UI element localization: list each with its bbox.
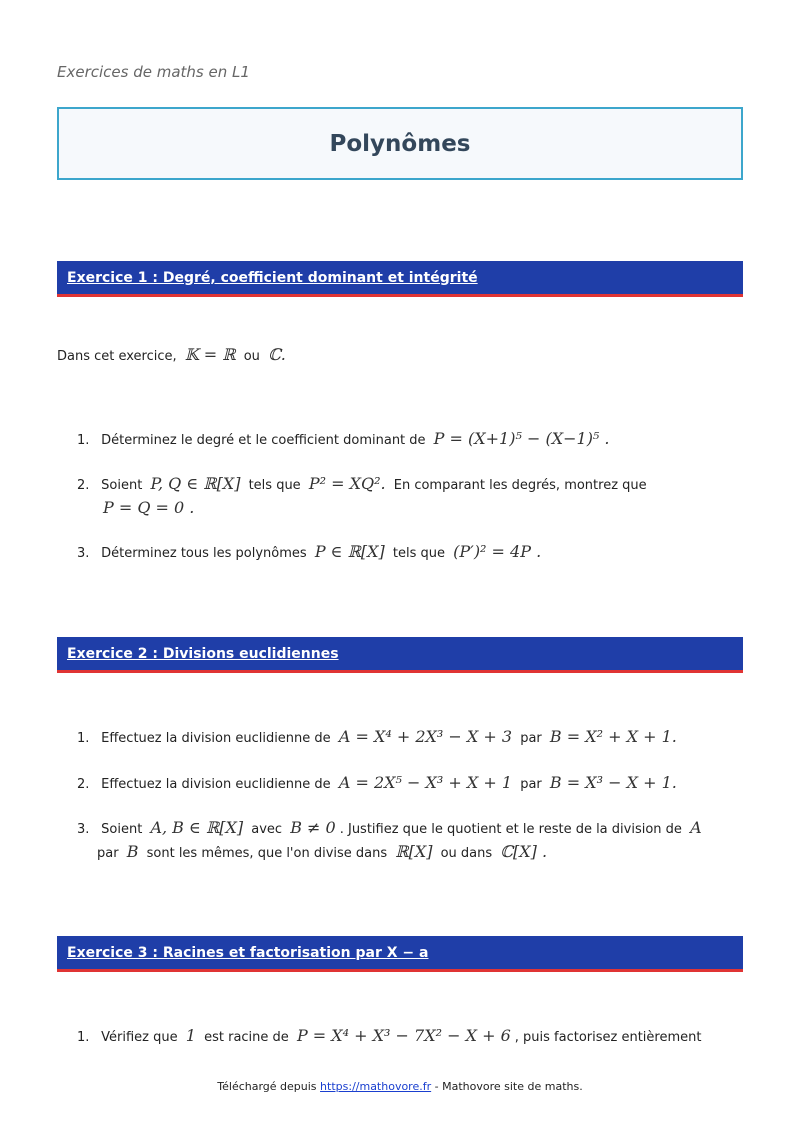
question-text: par — [520, 731, 542, 746]
exercise-1-question-1 — [77, 428, 747, 452]
question-text: Déterminez le degré et le coefficient dominant de — [101, 433, 426, 448]
question-text: . Justifiez que le quotient et le reste de la division de — [339, 822, 682, 837]
question-math: A, B ∈ ℝ[X] — [150, 818, 244, 837]
question-math: ℂ[X] . — [500, 842, 548, 861]
intro-text: Dans cet exercice, — [57, 349, 177, 364]
question-text: , puis factorisez entièrement — [514, 1030, 702, 1045]
question-number: 1. — [77, 1030, 90, 1045]
question-text: Déterminez tous les polynômes — [101, 546, 307, 561]
exercise-1-question-3 — [77, 541, 747, 565]
question-math: (P′)² = 4P . — [453, 542, 542, 561]
question-number: 2. — [77, 777, 90, 792]
question-number: 2. — [77, 478, 90, 493]
question-math: P = (X+1)⁵ − (X−1)⁵ . — [433, 429, 610, 448]
question-text: Effectuez la division euclidienne de — [101, 777, 331, 792]
question-text: par — [97, 846, 119, 861]
question-math: B = X² + X + 1. — [549, 727, 677, 746]
exercise-3-title: Exercice 3 : Racines et factorisation par X − a — [67, 944, 429, 961]
question-number: 1. — [77, 433, 90, 448]
exercise-1-header — [57, 261, 743, 297]
question-math: A = X⁴ + 2X³ − X + 3 — [338, 727, 513, 746]
question-math: ℝ[X] — [395, 842, 433, 861]
intro-math-field: 𝕂 = ℝ — [184, 345, 236, 364]
question-text: Vérifiez que — [101, 1030, 178, 1045]
question-math: B ≠ 0 — [290, 818, 336, 837]
question-text: sont les mêmes, que l'on divise dans — [146, 846, 388, 861]
exercise-2-question-3 — [77, 817, 747, 865]
question-math: P = X⁴ + X³ − 7X² − X + 6 — [296, 1026, 511, 1045]
exercise-2-header — [57, 637, 743, 673]
question-math: P = Q = 0 . — [103, 498, 195, 517]
title-box — [57, 107, 743, 180]
exercise-3-question-1 — [77, 1025, 747, 1049]
exercise-2-question-2 — [77, 772, 747, 796]
footer-link[interactable]: https://mathovore.fr — [320, 1080, 432, 1093]
question-math: B — [126, 842, 139, 861]
question-text: ou dans — [440, 846, 493, 861]
document-subtitle: Exercices de maths en L1 — [57, 63, 250, 81]
question-text: tels que — [248, 478, 301, 493]
question-number: 3. — [77, 822, 90, 837]
question-text: En comparant les degrés, montrez que — [393, 478, 647, 493]
exercise-2-question-1 — [77, 726, 747, 750]
intro-math-complex: ℂ. — [268, 345, 286, 364]
question-math: P, Q ∈ ℝ[X] — [150, 474, 241, 493]
question-math: 1 — [185, 1026, 196, 1045]
question-number: 1. — [77, 731, 90, 746]
page-footer — [0, 1080, 800, 1093]
question-text: Effectuez la division euclidienne de — [101, 731, 331, 746]
exercise-3-header — [57, 936, 743, 972]
question-math: A = 2X⁵ − X³ + X + 1 — [338, 773, 513, 792]
footer-suffix: - Mathovore site de maths. — [434, 1080, 583, 1093]
question-math: P ∈ ℝ[X] — [314, 542, 385, 561]
question-text: est racine de — [204, 1030, 289, 1045]
question-math: A — [690, 818, 702, 837]
exercise-2-title: Exercice 2 : Divisions euclidiennes — [67, 645, 339, 662]
footer-prefix: Téléchargé depuis — [217, 1080, 317, 1093]
question-text: tels que — [392, 546, 446, 561]
exercise-1-question-2 — [77, 473, 747, 521]
question-text: Soient — [101, 478, 143, 493]
question-math: P² = XQ². — [308, 474, 386, 493]
exercise-1-intro — [57, 345, 290, 364]
question-text: avec — [251, 822, 283, 837]
question-text: Soient — [101, 822, 143, 837]
page-title: Polynômes — [329, 130, 471, 157]
question-text: par — [520, 777, 542, 792]
intro-or: ou — [243, 349, 260, 364]
question-math: B = X³ − X + 1. — [549, 773, 677, 792]
question-number: 3. — [77, 546, 90, 561]
exercise-1-title: Exercice 1 : Degré, coefficient dominant et intégrité — [67, 269, 478, 286]
